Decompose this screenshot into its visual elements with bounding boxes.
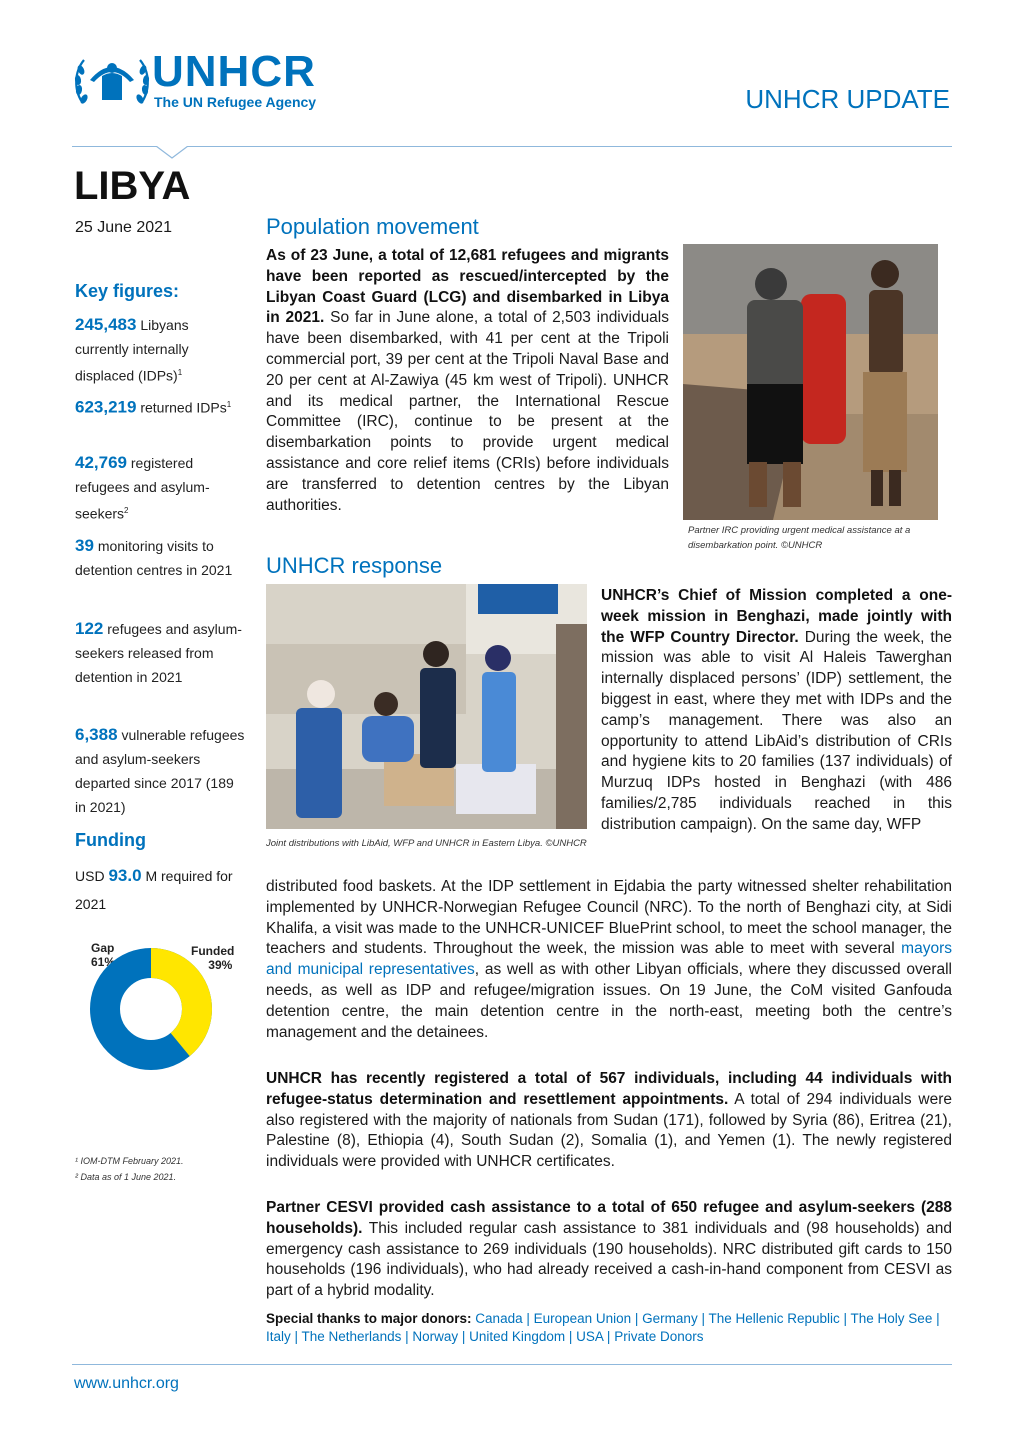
page-title: LIBYA (74, 164, 191, 208)
footnote: ¹ IOM-DTM February 2021. (75, 1156, 184, 1166)
funding-currency: USD (75, 868, 105, 884)
photo-caption-population: Partner IRC providing urgent medical assistance at a disembarkation point. ©UNHCR (688, 525, 911, 551)
gap-value: 61% (91, 955, 116, 969)
registration-lead: UNHCR has recently registered a total of 567 individuals, including 44 individuals with refugee-status determination and resettlement appointments. (266, 1070, 952, 1108)
response-paragraph-1b (266, 877, 952, 1043)
gap-label: Gap (91, 941, 115, 955)
report-date: 25 June 2021 (75, 219, 172, 236)
key-figure-text: refugees and asylum-seekers released from detention in 2021 (75, 621, 242, 685)
key-figure (75, 313, 245, 388)
footer-divider (72, 1364, 952, 1365)
donors-label: Special thanks to major donors: (266, 1311, 472, 1326)
footnotes (75, 1153, 184, 1185)
population-lead: As of 23 June, a total of 12,681 refugees and migrants have been reported as rescued/intercepted by the Libyan Coast Guard (LCG) and disembarked in Libya in 2021. (266, 247, 669, 327)
mission-body-a: During the week, the mission was able to visit Al Haleis Tawerghan internally displaced persons’ (IDP) settlement, the biggest in east, where they met with IDPs and the camp’s management. There was also an opportunity to attend LibAid’s distribution of CRIs and hygiene kits to 20 families (137 individuals) of Murzuq IDPs hosted in Benghazi (with 486 families/2,785 individuals reached in this distribution campaign). On the same day, WFP (601, 628, 952, 833)
photo-medical-assistance (683, 244, 938, 520)
key-figure-number: 39 (75, 536, 94, 555)
footnote-ref: 1 (226, 400, 232, 409)
registration-body: A total of 294 individuals were also registered with the majority of nationals from Sudan (171), followed by Syria (86), Eritrea (21), Palestine (8), Ethiopia (4), South Sudan (2), Somalia (1), and Yemen (1). The newly registered individuals were provided with UNHCR certificates. (266, 1090, 952, 1171)
response-paragraph-2 (266, 1069, 952, 1173)
key-figures-title: Key figures: (75, 281, 180, 301)
population-paragraph (266, 246, 669, 516)
key-figure-text: vulnerable refugees and asylum-seekers departed since 2017 (189 in 2021) (75, 727, 245, 815)
divider-notch (156, 146, 188, 160)
population-body: So far in June alone, a total of 2,503 individuals have been disembarked, with 41 per cent at the Tripoli commercial port, 39 per cent at the Tripoli Naval Base and 20 per cent at Al-Zawiya (45 km west of Tripoli). UNHCR and its medical partner, the International Rescue Committee (IRC), continue to be present at the disembarkation points to provide urgent medical assistance and core relief items (CRIs) before individuals are transferred to detention centres by the Libyan authorities. (266, 309, 670, 514)
key-figure (75, 393, 245, 420)
mission-body-c: , as well as with other Libyan officials, where they discussed overall needs, as well as IDP and refugee/migration issues. On 19 June, the CoM visited Ganfouda detention centre, the main detention centre in the north-east, meeting both the centre’s management and the detainees. (266, 961, 952, 1041)
response-paragraph-1a (601, 586, 952, 836)
donor-acknowledgement (266, 1310, 956, 1346)
key-figure-text: Libyans currently internally displaced (IDPs) (75, 317, 189, 384)
update-label: UNHCR UPDATE (745, 84, 950, 114)
funding-donut-chart (90, 948, 212, 1070)
funding-title: Funding (75, 830, 146, 850)
footnote: ² Data as of 1 June 2021. (75, 1172, 177, 1182)
key-figure-number: 42,769 (75, 453, 127, 472)
footnote-ref: 2 (124, 506, 129, 515)
key-figure (75, 451, 245, 526)
key-figure (75, 723, 245, 819)
header-divider (72, 146, 952, 147)
key-figure-number: 245,483 (75, 315, 137, 334)
photo-caption-response: Joint distributions with LibAid, WFP and UNHCR in Eastern Libya. ©UNHCR (266, 838, 587, 849)
mayors-link[interactable]: mayors and municipal representatives (266, 940, 952, 979)
key-figure-number: 6,388 (75, 725, 118, 744)
key-figure (75, 534, 245, 582)
funded-label: Funded (191, 944, 235, 958)
key-figure-text: returned IDPs (140, 399, 227, 416)
cash-lead: Partner CESVI provided cash assistance to a total of 650 refugee and asylum-seekers (288 households). (266, 1199, 952, 1237)
mission-lead: UNHCR’s Chief of Mission completed a one-week mission in Benghazi, made jointly with the WFP Country Director. (601, 587, 952, 646)
cash-body: This included regular cash assistance to 381 individuals and (98 households) and emergency cash assistance to 269 individuals (190 households). NRC distributed gift cards to 150 households (196 individuals), who had already received a cash-in-hand component from CESVI as part of a hybrid modality. (266, 1219, 952, 1300)
mission-body-b: distributed food baskets. At the IDP settlement in Ejdabia the party witnessed shelter rehabilitation implemented by UNHCR-Norwegian Refugee Council (NRC). To the north of Benghazi city, at Sidi Khalifa, a visit was made to the UNHCR-UNICEF BluePrint school, to meet the school manager, the teachers and students. Throughout the week, the mission was able to meet with several (266, 878, 952, 958)
donors-list[interactable]: Canada | European Union | Germany | The Hellenic Republic | The Holy See | Italy | The Netherlands | Norway | United Kingdom | USA | Private Donors (266, 1311, 940, 1344)
key-figure-text: registered refugees and asylum-seekers (75, 455, 210, 522)
photo-joint-distribution (266, 584, 587, 829)
funding-amount: 93.0 (108, 866, 142, 885)
footnote-ref: 1 (177, 368, 183, 377)
section-title-response: UNHCR response (266, 553, 443, 578)
logo-wordmark: UNHCR (152, 47, 316, 96)
key-figure (75, 617, 245, 689)
funding-suffix: M required for 2021 (75, 868, 233, 912)
funding-summary (75, 862, 245, 918)
key-figure-text: monitoring visits to detention centres in 2021 (75, 538, 233, 578)
funded-value: 39% (208, 958, 233, 972)
response-paragraph-3 (266, 1198, 952, 1302)
key-figure-number: 122 (75, 619, 104, 638)
section-title-population: Population movement (266, 214, 479, 239)
website-link[interactable]: www.unhcr.org (74, 1375, 179, 1392)
key-figure-number: 623,219 (75, 397, 137, 417)
logo-tagline: The UN Refugee Agency (154, 94, 317, 110)
